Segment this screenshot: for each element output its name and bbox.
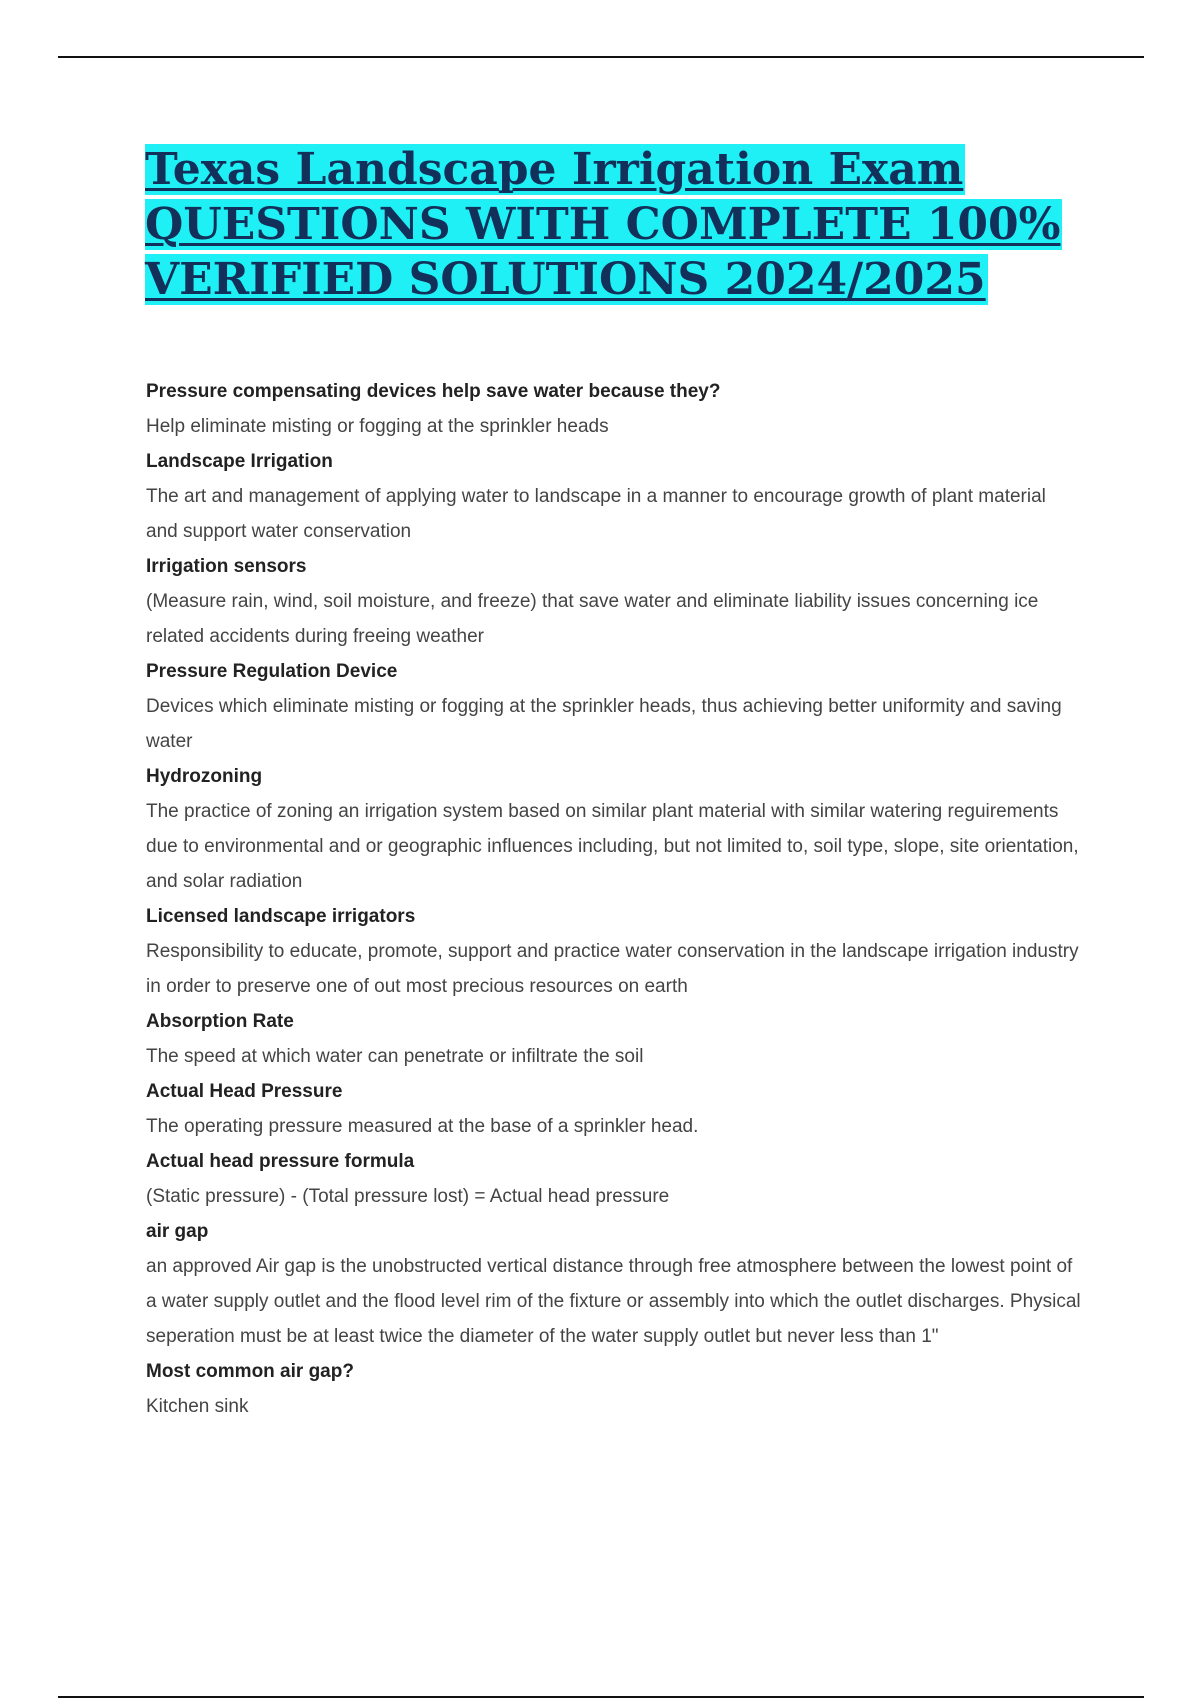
qa-definition: The art and management of applying water to landscape in a manner to encourage growth of plant material and support water conservation [146,486,1046,542]
footer-rule [58,1696,1144,1698]
qa-definition: Kitchen sink [146,1396,249,1417]
qa-definition: (Static pressure) - (Total pressure lost) = Actual head pressure [146,1186,670,1207]
qa-term: Actual Head Pressure [146,1081,343,1102]
title-line: QUESTIONS WITH COMPLETE 100% [145,199,1061,250]
qa-term: Licensed landscape irrigators [146,906,416,927]
qa-item [146,374,1081,444]
qa-item [146,1074,1081,1144]
qa-term: Absorption Rate [146,1011,294,1032]
qa-item [146,1354,1081,1424]
qa-item [146,549,1081,654]
qa-definition: The speed at which water can penetrate or infiltrate the soil [146,1046,644,1067]
qa-item [146,1214,1081,1354]
qa-definition: (Measure rain, wind, soil moisture, and freeze) that save water and eliminate liability issues concerning ice related accidents during freeing weather [146,591,1039,647]
header-rule [58,56,1144,58]
qa-definition: The operating pressure measured at the base of a sprinkler head. [146,1116,699,1137]
qa-definition: Help eliminate misting or fogging at the sprinkler heads [146,416,609,437]
qa-list [146,374,1081,1424]
title-line: Texas Landscape Irrigation Exam [145,144,964,195]
qa-term: Most common air gap? [146,1361,354,1382]
qa-term: Landscape Irrigation [146,451,333,472]
qa-item [146,1144,1081,1214]
qa-term: Hydrozoning [146,766,263,787]
qa-item [146,759,1081,899]
qa-definition: an approved Air gap is the unobstructed vertical distance through free atmosphere between the lowest point of a water supply outlet and the flood level rim of the fixture or assembly into which the outlet discharges. Physical seperation must be at least twice the diameter of the water supply outlet but never less than 1" [146,1256,1081,1347]
qa-definition: Responsibility to educate, promote, support and practice water conservation in the landscape irrigation industry in order to preserve one of out most precious resources on earth [146,941,1079,997]
qa-item [146,654,1081,759]
qa-definition: Devices which eliminate misting or fogging at the sprinkler heads, thus achieving better uniformity and saving water [146,696,1062,752]
qa-term: Pressure compensating devices help save water because they? [146,381,721,402]
qa-term: Actual head pressure formula [146,1151,415,1172]
document-title [145,142,1105,307]
qa-item [146,1004,1081,1074]
qa-term: Irrigation sensors [146,556,307,577]
title-line: VERIFIED SOLUTIONS 2024/2025 [145,254,986,305]
qa-term: Pressure Regulation Device [146,661,398,682]
qa-item [146,444,1081,549]
qa-definition: The practice of zoning an irrigation system based on similar plant material with similar watering reguirements due to environmental and or geographic influences including, but not limited to, soil type, slope, site orientation, and solar radiation [146,801,1079,892]
qa-term: air gap [146,1221,209,1242]
qa-item [146,899,1081,1004]
